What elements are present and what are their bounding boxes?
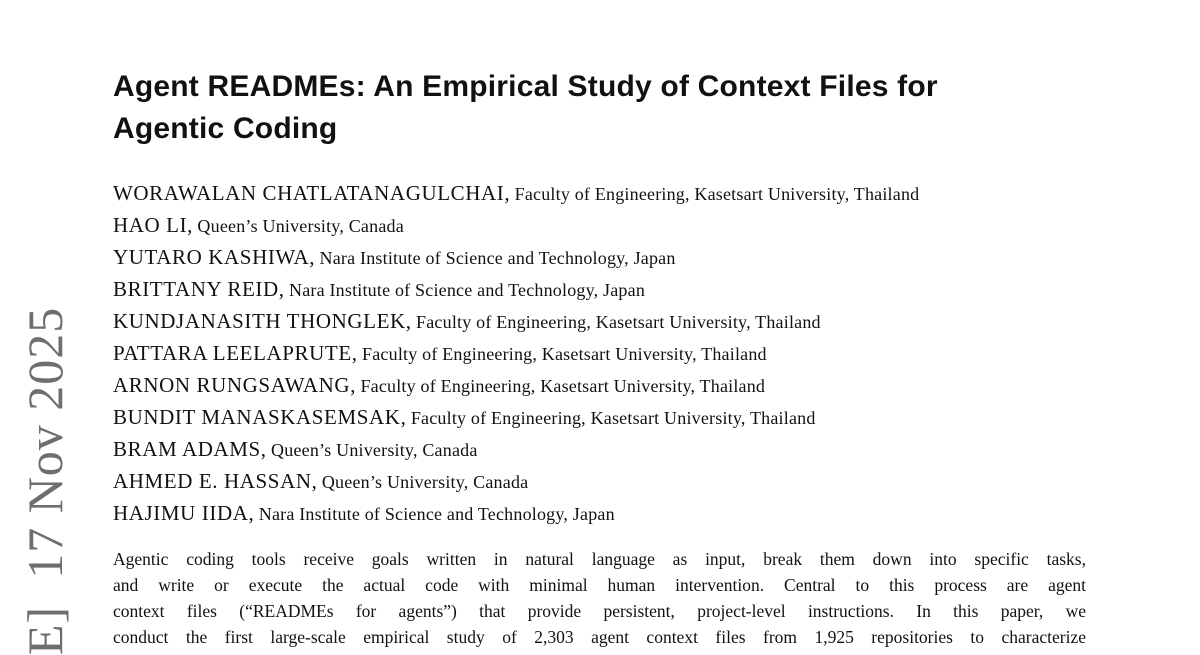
author-name: ARNON RUNGSAWANG , [113,373,355,397]
author-name: BRAM ADAMS , [113,437,266,461]
paper-title-line-2: Agentic Coding [113,112,338,145]
author-affiliation: Nara Institute of Science and Technology, Japan [289,280,646,300]
author-row [113,337,919,369]
author-affiliation: Faculty of Engineering, Kasetsart University, Thailand [410,408,816,428]
author-name: PATTARA LEELAPRUTE , [113,341,357,365]
author-list [113,177,919,529]
abstract-line: context files (“READMEs for agents”) that provide persistent, project-level instructions. In this paper, we [113,601,1086,621]
author-affiliation: Faculty of Engineering, Kasetsart University, Thailand [416,312,821,332]
author-row [113,209,919,241]
author-affiliation: Faculty of Engineering, Kasetsart University, Thailand [362,344,767,364]
author-name: AHMED E. HASSAN , [113,469,317,493]
author-name: WORAWALAN CHATLATANAGULCHAI , [113,181,510,205]
author-name: YUTARO KASHIWA , [113,245,315,269]
author-name: BUNDIT MANASKASEMSAK , [113,405,406,429]
author-row [113,465,919,497]
author-affiliation: Queen’s University, Canada [197,216,404,236]
author-affiliation: Faculty of Engineering, Kasetsart University, Thailand [360,376,766,396]
author-row [113,369,919,401]
author-name: KUNDJANASITH THONGLEK , [113,309,411,333]
paper-title [113,66,938,150]
author-affiliation: Nara Institute of Science and Technology, Japan [258,504,615,524]
author-row [113,273,919,305]
author-row [113,177,919,209]
paper-title-line-1: Agent READMEs: An Empirical Study of Context Files for [113,70,938,103]
author-name: BRITTANY REID , [113,277,284,301]
author-row [113,241,919,273]
arxiv-date-stamp: E] 17 Nov 2025 [17,306,73,655]
abstract-line: and write or execute the actual code with minimal human intervention. Central to this process are agent [113,575,1086,595]
abstract [113,546,1086,650]
author-affiliation: Nara Institute of Science and Technology, Japan [319,248,676,268]
author-affiliation: Queen’s University, Canada [271,440,478,460]
abstract-line: Agentic coding tools receive goals written in natural language as input, break them down into specific tasks, [113,549,1086,569]
abstract-line: conduct the first large-scale empirical study of 2,303 agent context files from 1,925 repositories to characterize [113,627,1086,647]
author-affiliation: Faculty of Engineering, Kasetsart University, Thailand [514,184,920,204]
author-row [113,305,919,337]
author-row [113,497,919,529]
author-affiliation: Queen’s University, Canada [321,472,529,492]
author-row [113,401,919,433]
author-row [113,433,919,465]
author-name: HAJIMU IIDA , [113,501,254,525]
author-name: HAO LI , [113,213,192,237]
